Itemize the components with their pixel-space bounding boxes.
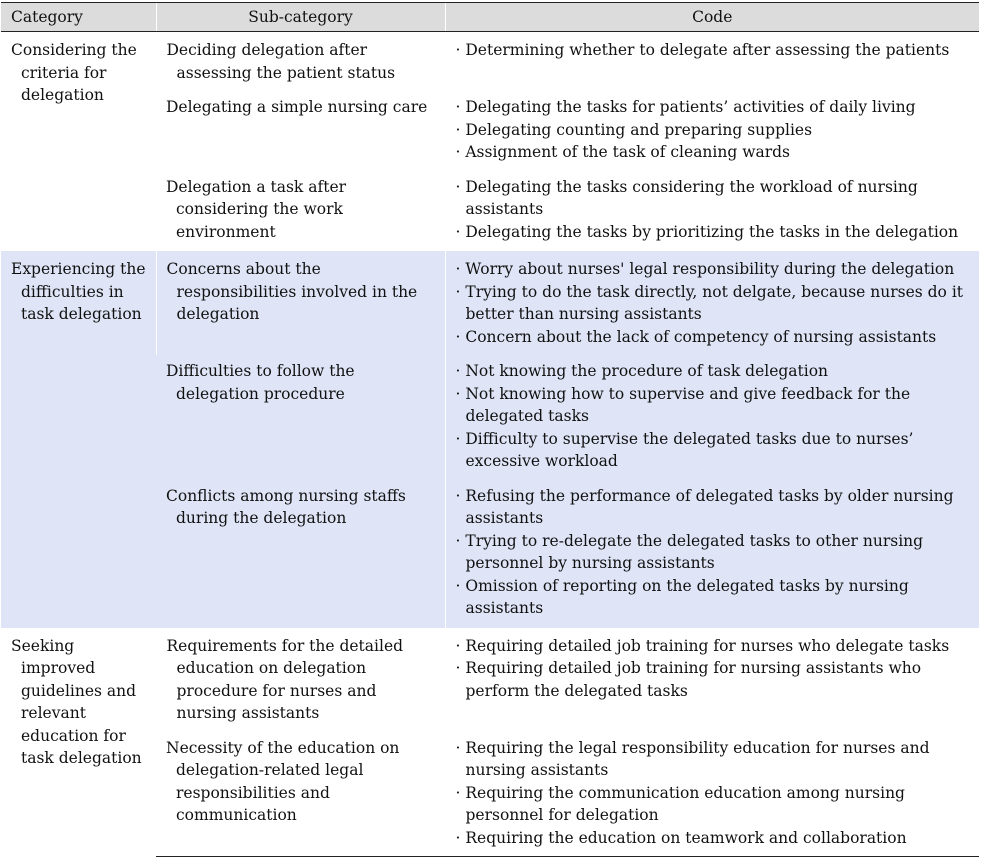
code-item: · Omission of reporting on the delegated tasks by nursing assistants: [456, 575, 972, 620]
code-list: [456, 485, 972, 620]
sub-category-label: Concerns about the responsibilities involved in the delegation: [166, 260, 418, 323]
sub-category-label: Deciding delegation after assessing the patient status: [166, 41, 396, 82]
code-list: [456, 176, 972, 244]
header-code: Code: [445, 3, 979, 32]
sub-category-cell: [156, 732, 445, 857]
code-cell: [445, 628, 979, 732]
sub-category-label: Conflicts among nursing staffs during the delegation: [166, 486, 406, 527]
sub-category-label: Difficulties to follow the delegation procedure: [166, 362, 355, 403]
table-row: [1, 32, 979, 92]
code-list: [456, 360, 972, 473]
code-cell: [445, 32, 979, 92]
code-cell: [445, 480, 979, 628]
code-item: · Refusing the performance of delegated tasks by older nursing assistants: [456, 485, 972, 530]
code-item: · Trying to do the task directly, not delgate, because nurses do it better than nursing assistants: [456, 281, 972, 326]
category-label: Seeking improved guidelines and relevant education for task delegation: [11, 636, 142, 767]
header-sub-category: Sub-category: [156, 3, 445, 32]
code-cell: [445, 91, 979, 171]
code-item: · Requiring detailed job training for nursing assistants who perform the delegated tasks: [456, 657, 972, 702]
code-list: [456, 737, 972, 850]
sub-category-cell: [156, 251, 445, 355]
category-label: Experiencing the difficulties in task delegation: [11, 260, 146, 323]
category-cell: [1, 628, 156, 857]
code-item: · Difficulty to supervise the delegated tasks due to nurses’ excessive workload: [456, 428, 972, 473]
code-item: · Concern about the lack of competency of nursing assistants: [456, 326, 972, 349]
code-item: · Delegating the tasks for patients’ activities of daily living: [456, 96, 972, 119]
category-table: [1, 2, 979, 857]
sub-category-cell: [156, 91, 445, 171]
table-row: [1, 251, 979, 355]
code-item: · Not knowing the procedure of task delegation: [456, 360, 972, 383]
code-item: · Determining whether to delegate after assessing the patients: [456, 39, 972, 62]
table-row: [1, 628, 979, 732]
header-category: Category: [1, 3, 156, 32]
sub-category-cell: [156, 480, 445, 628]
code-cell: [445, 732, 979, 857]
sub-category-label: Delegation a task after considering the work environment: [166, 177, 347, 241]
code-item: · Trying to re-delegate the delegated tasks to other nursing personnel by nursing assistants: [456, 530, 972, 575]
table-body: [1, 32, 979, 857]
code-list: [456, 96, 972, 164]
code-list: [456, 39, 972, 62]
category-cell: [1, 32, 156, 252]
code-item: · Requiring the legal responsibility education for nurses and nursing assistants: [456, 737, 972, 782]
code-item: · Requiring detailed job training for nurses who delegate tasks: [456, 635, 972, 658]
code-item: · Requiring the education on teamwork and collaboration: [456, 827, 972, 850]
header-row: [1, 3, 979, 32]
sub-category-cell: [156, 32, 445, 92]
code-item: · Delegating the tasks by prioritizing the tasks in the delegation: [456, 221, 972, 244]
code-item: · Delegating the tasks considering the workload of nursing assistants: [456, 176, 972, 221]
code-cell: [445, 251, 979, 355]
sub-category-label: Necessity of the education on delegation-related legal responsibilities and communication: [166, 738, 400, 824]
category-label: Considering the criteria for delegation: [11, 41, 137, 104]
code-item: · Requiring the communication education among nursing personnel for delegation: [456, 782, 972, 827]
sub-category-cell: [156, 628, 445, 732]
sub-category-cell: [156, 355, 445, 480]
code-item: · Assignment of the task of cleaning wards: [456, 141, 972, 164]
sub-category-label: Requirements for the detailed education on delegation procedure for nurses and nursing assistants: [166, 636, 404, 722]
category-cell: [1, 251, 156, 628]
code-cell: [445, 171, 979, 252]
code-list: [456, 258, 972, 348]
code-list: [456, 635, 972, 703]
code-item: · Not knowing how to supervise and give feedback for the delegated tasks: [456, 383, 972, 428]
code-item: · Delegating counting and preparing supplies: [456, 119, 972, 142]
code-cell: [445, 355, 979, 480]
code-item: · Worry about nurses' legal responsibility during the delegation: [456, 258, 972, 281]
sub-category-cell: [156, 171, 445, 252]
sub-category-label: Delegating a simple nursing care: [166, 98, 428, 116]
